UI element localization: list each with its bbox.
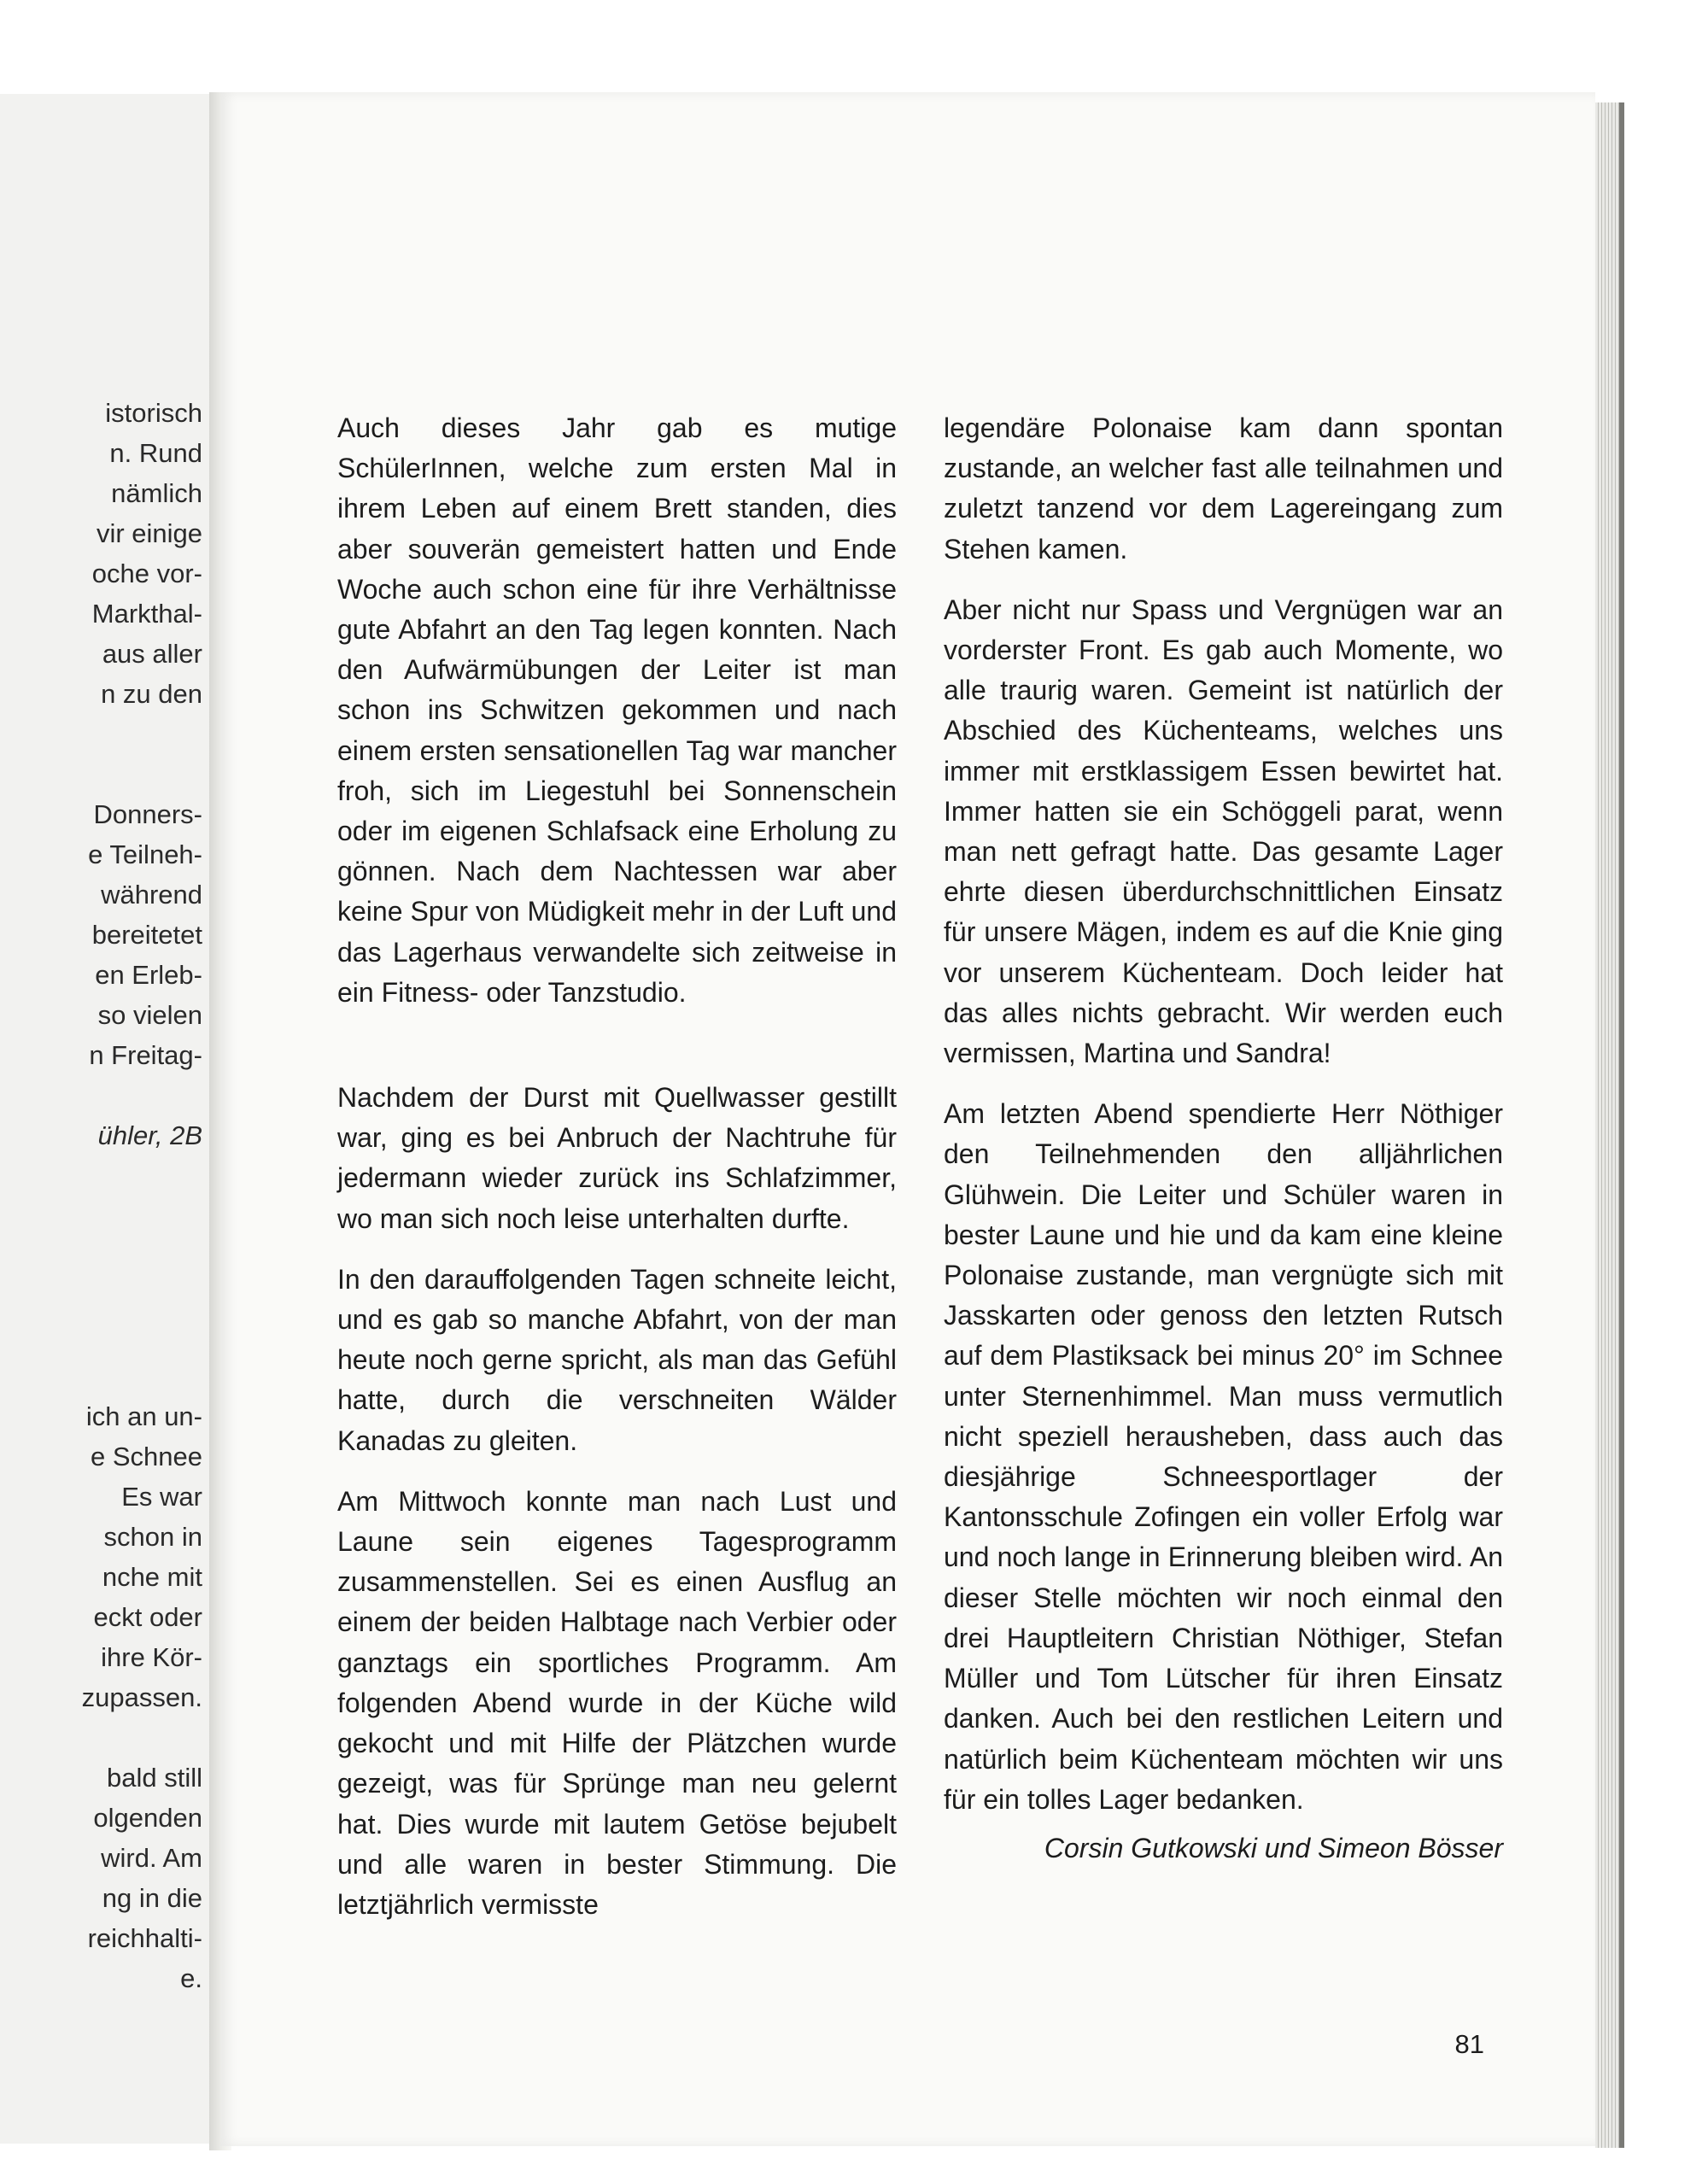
left-page-line: aus aller <box>102 639 202 669</box>
left-page-line: e. <box>180 1963 202 1993</box>
paragraph: legendäre Polonaise kam dann spontan zustande, an welcher fast alle teilnahmen und zuletzt tanzend vor dem Lagereingang zum Stehen kamen. <box>944 412 1503 565</box>
paragraph: Am Mittwoch konnte man nach Lust und Laune sein eigenes Tagesprogramm zusammenstellen. Sei es einen Ausflug an einem der beiden Halbtage nach Verbier oder ganztags ein sportliches Programm. Am folgenden Abend wurde in der Küche wild gekocht und mit Hilfe der Plätzchen wurde gezeigt, was für Sprünge man neu gelernt hat. Dies wurde mit lautem Getöse bejubelt und alle waren in bester Stimmung. Die letztjährlich vermisste <box>337 1485 897 1920</box>
left-page-line: olgenden <box>93 1803 202 1833</box>
page-number: 81 <box>1454 2029 1484 2059</box>
paragraph: In den darauffolgenden Tagen schneite leicht, und es gab so manche Abfahrt, von der man heute noch gerne spricht, als man das Gefühl hatte, durch die verschneiten Wälder Kanadas zu gleiten. <box>337 1263 897 1456</box>
left-page-line: wird. Am <box>101 1843 202 1873</box>
left-page-line: Markthal- <box>91 599 202 629</box>
paragraph: Auch dieses Jahr gab es mutige SchülerInnen, welche zum ersten Mal in ihrem Leben auf einem Brett standen, dies aber souverän gemeistert hatten und Ende Woche auch schon eine für ihre Verhältnisse gute Abfahrt an den Tag legen konnten. Nach den Aufwärmübungen der Leiter ist man schon ins Schwitzen gekommen und nach einem ersten sensationellen Tag war mancher froh, sich im Liegestuhl bei Sonnenschein oder im eigenen Schlafsack eine Erholung zu gönnen. Nach dem Nachtessen war aber keine Spur von Müdigkeit mehr in der Luft und das Lagerhaus verwandelte sich zeitweise in ein Fitness- oder Tanzstudio. <box>337 412 897 1008</box>
left-page-line: reichhalti- <box>87 1923 202 1953</box>
left-page-line: nche mit <box>102 1562 202 1592</box>
left-page-line: ihre Kör- <box>101 1642 202 1672</box>
left-page-line: ich an un- <box>85 1401 202 1431</box>
left-page-line: n. Rund <box>109 438 202 468</box>
paragraph: Nachdem der Durst mit Quellwasser gestillt war, ging es bei Anbruch der Nachtruhe für jedermann wieder zurück ins Schlafzimmer, wo man sich noch leise unterhalten durfte. <box>337 1082 897 1234</box>
left-page-line: ng in die <box>102 1883 202 1913</box>
left-page-line: schon in <box>103 1522 202 1552</box>
article-right-column <box>944 408 1503 1889</box>
left-page-line: ühler, 2B <box>97 1120 202 1150</box>
left-page-line: en Erleb- <box>95 960 202 990</box>
left-page-line: bereitetet <box>91 920 202 950</box>
left-page-line: Es war <box>121 1482 202 1512</box>
author-signature: Corsin Gutkowski und Simeon Bösser <box>1044 1832 1503 1863</box>
left-page-line: während <box>101 880 202 910</box>
previous-page-fragment <box>0 94 218 2144</box>
left-page-line: n Freitag- <box>89 1040 202 1070</box>
left-page-line: oche vor- <box>91 559 202 588</box>
left-page-line: istorisch <box>105 398 202 428</box>
left-page-line: e Schnee <box>91 1442 202 1471</box>
left-page-line: nämlich <box>111 478 202 508</box>
left-page-line: vir einige <box>96 518 202 548</box>
left-page-line: bald still <box>107 1763 202 1793</box>
article-left-column <box>337 408 897 1945</box>
scan-margin <box>1628 0 1708 2182</box>
left-page-line: e Teilneh- <box>88 839 202 869</box>
paragraph: Aber nicht nur Spass und Vergnügen war an vorderster Front. Es gab auch Momente, wo alle traurig waren. Gemeint ist natürlich der Abschied des Küchenteams, welches uns immer mit erstklassigem Essen bewirtet hat. Immer hatten sie ein Schöggeli parat, wenn man nett gefragt hatte. Das gesamte Lager ehrte diesen überdurchschnittlichen Einsatz für unsere Mägen, indem es auf die Knie ging vor unserem Küchenteam. Doch leider hat das alles nichts gebracht. Wir werden euch vermissen, Martina und Sandra! <box>944 594 1503 1069</box>
page-edges <box>1595 102 1624 2148</box>
paragraph: Am letzten Abend spendierte Herr Nöthiger den Teilnehmenden den alljährlichen Glühwein. Die Leiter und Schüler waren in bester Laune und hie und da kam eine kleine Polonaise zustande, man vergnügte sich mit Jasskarten oder genoss den letzten Rutsch auf dem Plastiksack bei minus 20° im Schnee unter Sternenhimmel. Man muss vermutlich nicht speziell herausheben, dass auch das diesjährige Schneesportlager der Kantonsschule Zofingen ein voller Erfolg war und noch lange in Erinnerung bleiben wird. An dieser Stelle möchten wir noch einmal den drei Hauptleitern Christian Nöthiger, Stefan Müller und Tom Lütscher für ihren Einsatz danken. Auch bei den restlichen Leitern und natürlich beim Küchenteam möchten wir uns für ein tolles Lager bedanken. <box>944 1098 1503 1815</box>
left-page-line: so vielen <box>97 1000 202 1030</box>
left-page-line: zupassen. <box>81 1682 202 1712</box>
left-page-line: Donners- <box>93 799 202 829</box>
left-page-line: n zu den <box>101 679 202 709</box>
left-page-line: eckt oder <box>93 1602 202 1632</box>
